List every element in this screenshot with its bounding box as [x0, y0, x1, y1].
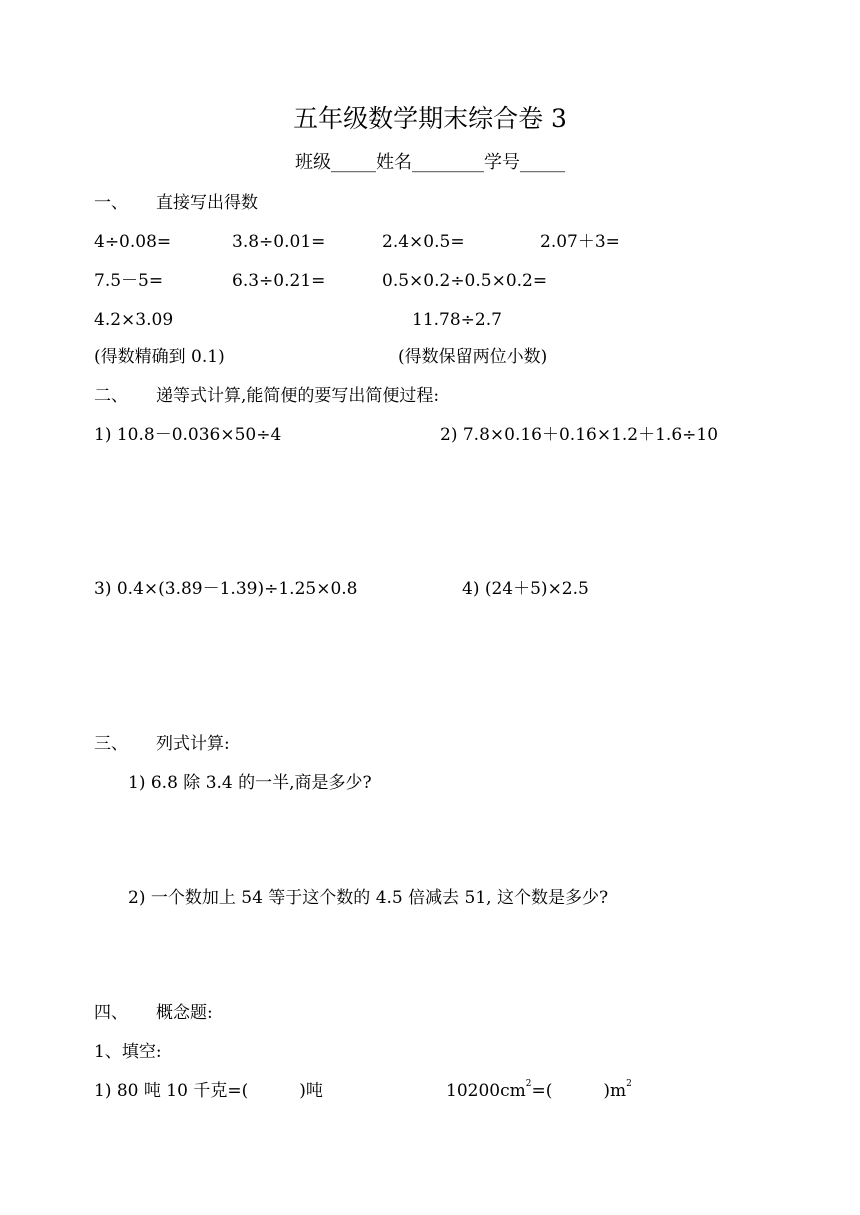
- s1-note-1: (得数精确到 0.1): [94, 347, 225, 367]
- s2-problem-2: 2) 7.8×0.16＋0.16×1.2＋1.6÷10: [440, 425, 719, 445]
- section-1-heading: 直接写出得数: [156, 193, 258, 213]
- s1-item-3: 2.4×0.5=: [382, 232, 465, 252]
- s2-problem-1: 1) 10.8－0.036×50÷4: [94, 425, 282, 445]
- s4-fill-1: 1) 80 吨 10 千克=( )吨: [94, 1081, 323, 1101]
- s1-note-2: (得数保留两位小数): [398, 347, 548, 367]
- section-2-header: [94, 386, 439, 406]
- section-1-number: 一、: [94, 193, 128, 213]
- section-3-heading: 列式计算:: [156, 734, 230, 754]
- section-4-header: [94, 1003, 213, 1023]
- section-4-heading: 概念题:: [156, 1003, 213, 1023]
- section-3-header: [94, 734, 230, 754]
- s1-item-2: 3.8÷0.01=: [232, 232, 326, 252]
- s1-item-6: 6.3÷0.21=: [232, 271, 326, 291]
- s4-fill-2-sup-2: 2: [626, 1079, 632, 1089]
- s2-problem-4: 4) (24＋5)×2.5: [462, 579, 589, 599]
- page-title: 五年级数学期末综合卷 3: [293, 104, 567, 133]
- s4-fill-2-sup-1: 2: [525, 1079, 532, 1089]
- section-3-number: 三、: [94, 734, 128, 754]
- s1-item-5: 7.5－5=: [94, 271, 164, 291]
- s4-fill-2: [446, 1081, 632, 1101]
- s4-fill-2-prefix: 10200cm: [446, 1081, 526, 1101]
- s3-problem-2: 2) 一个数加上 54 等于这个数的 4.5 倍减去 51, 这个数是多少?: [128, 888, 609, 908]
- s1-item-9: 11.78÷2.7: [412, 310, 502, 330]
- section-2-number: 二、: [94, 386, 128, 406]
- s1-item-1: 4÷0.08=: [94, 232, 172, 252]
- section-1-header: [94, 193, 258, 213]
- section-4-number: 四、: [94, 1003, 128, 1023]
- s4-subheading: 1、填空:: [94, 1042, 162, 1062]
- s1-item-7: 0.5×0.2÷0.5×0.2=: [382, 271, 548, 291]
- s2-problem-3: 3) 0.4×(3.89－1.39)÷1.25×0.8: [94, 579, 358, 599]
- s1-item-8: 4.2×3.09: [94, 310, 174, 330]
- s1-item-4: 2.07＋3=: [540, 232, 620, 252]
- s3-problem-1: 1) 6.8 除 3.4 的一半,商是多少?: [128, 773, 372, 793]
- s4-fill-2-middle: =( )m: [531, 1081, 627, 1101]
- section-2-heading: 递等式计算,能简便的要写出简便过程:: [156, 386, 440, 406]
- student-info-line: 班级_____姓名________学号_____: [295, 152, 565, 173]
